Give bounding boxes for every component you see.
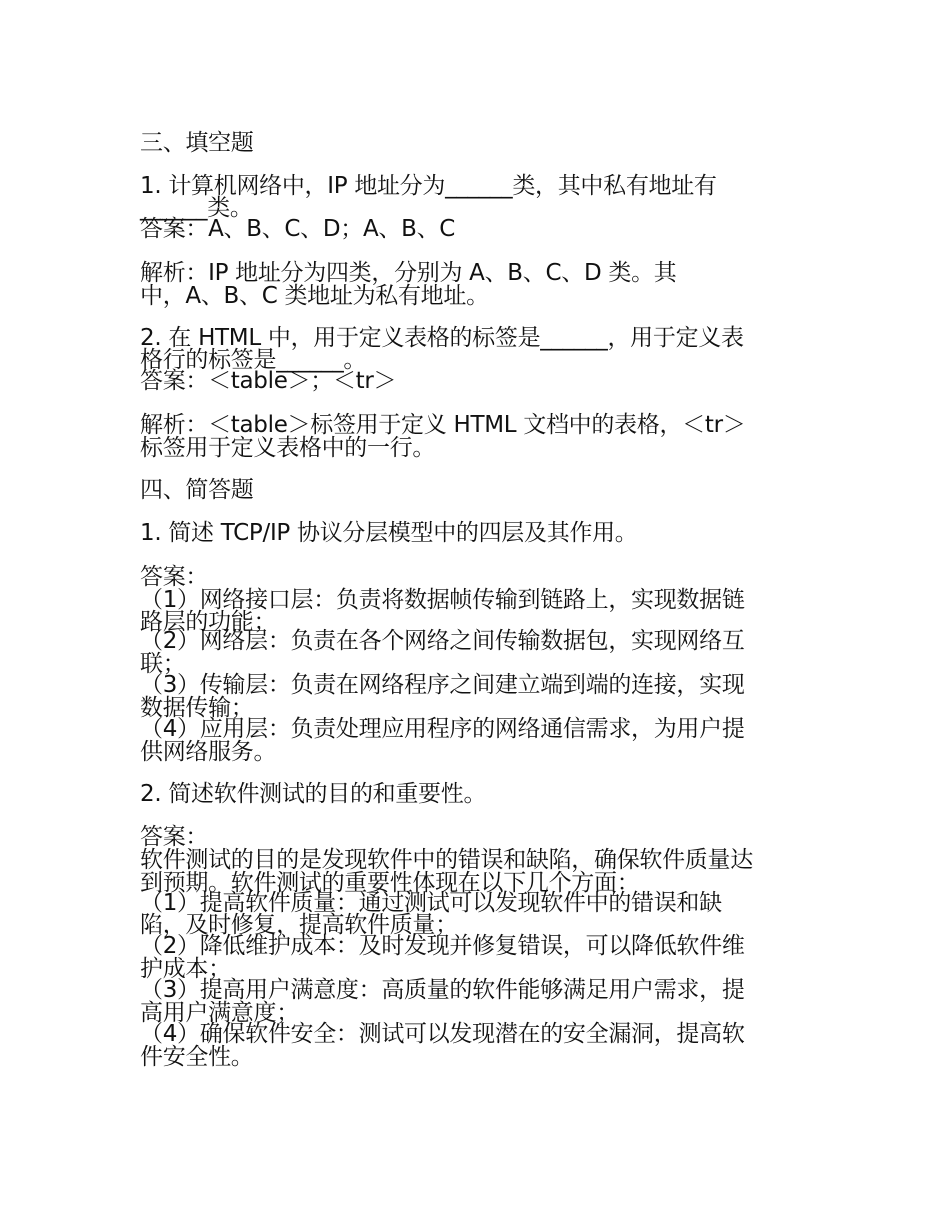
document-page: [140, 0, 820, 1230]
answer-line: 到预期。软件测试的重要性体现在以下几个方面：: [140, 870, 640, 896]
question-title: 1. 简述 TCP/IP 协议分层模型中的四层及其作用。: [140, 520, 638, 546]
answer-line: （2）网络层：负责在各个网络之间传输数据包，实现网络互: [140, 628, 745, 654]
section-heading-short-answer: 四、简答题: [140, 477, 254, 503]
answer-line: （1）提高软件质量：通过测试可以发现软件中的错误和缺: [140, 890, 722, 916]
analysis-line: 解析：IP 地址分为四类，分别为 A、B、C、D 类。其: [140, 260, 677, 286]
answer-line: 答案：＜table＞；＜tr＞: [140, 368, 397, 394]
answer-line: 供网络服务。: [140, 739, 277, 765]
answer-line: （3）提高用户满意度：高质量的软件能够满足用户需求，提: [140, 977, 745, 1003]
question-line: 1. 计算机网络中，IP 地址分为______类，其中私有地址有: [140, 173, 717, 199]
answer-line: 数据传输；: [140, 695, 254, 721]
section-heading-fill-in: 三、填空题: [140, 130, 254, 156]
analysis-line: 标签用于定义表格中的一行。: [140, 435, 436, 461]
question-line: 格行的标签是______。: [140, 347, 367, 373]
answer-line: 护成本；: [140, 956, 231, 982]
answer-line: （4）确保软件安全：测试可以发现潜在的安全漏洞，提高软: [140, 1021, 745, 1047]
answer-line: 陷，及时修复，提高软件质量；: [140, 912, 458, 938]
answer-line: 路层的功能；: [140, 609, 277, 635]
answer-line: 答案：A、B、C、D；A、B、C: [140, 216, 456, 242]
answer-line: 联；: [140, 651, 186, 677]
answer-label: 答案：: [140, 824, 209, 850]
answer-line: （2）降低维护成本：及时发现并修复错误，可以降低软件维: [140, 933, 745, 959]
question-line: 2. 在 HTML 中，用于定义表格的标签是______，用于定义表: [140, 325, 744, 351]
answer-line: 高用户满意度；: [140, 1000, 299, 1026]
answer-line: （3）传输层：负责在网络程序之间建立端到端的连接，实现: [140, 672, 745, 698]
answer-line: （4）应用层：负责处理应用程序的网络通信需求，为用户提: [140, 716, 745, 742]
analysis-line: 中，A、B、C 类地址为私有地址。: [140, 283, 489, 309]
answer-line: 软件测试的目的是发现软件中的错误和缺陷，确保软件质量达: [140, 847, 753, 873]
answer-label: 答案：: [140, 564, 209, 590]
analysis-line: 解析：＜table＞标签用于定义 HTML 文档中的表格，＜tr＞: [140, 412, 746, 438]
question-title: 2. 简述软件测试的目的和重要性。: [140, 781, 487, 807]
answer-line: （1）网络接口层：负责将数据帧传输到链路上，实现数据链: [140, 587, 745, 613]
question-line: ______类。: [140, 195, 253, 221]
answer-line: 件安全性。: [140, 1044, 254, 1070]
